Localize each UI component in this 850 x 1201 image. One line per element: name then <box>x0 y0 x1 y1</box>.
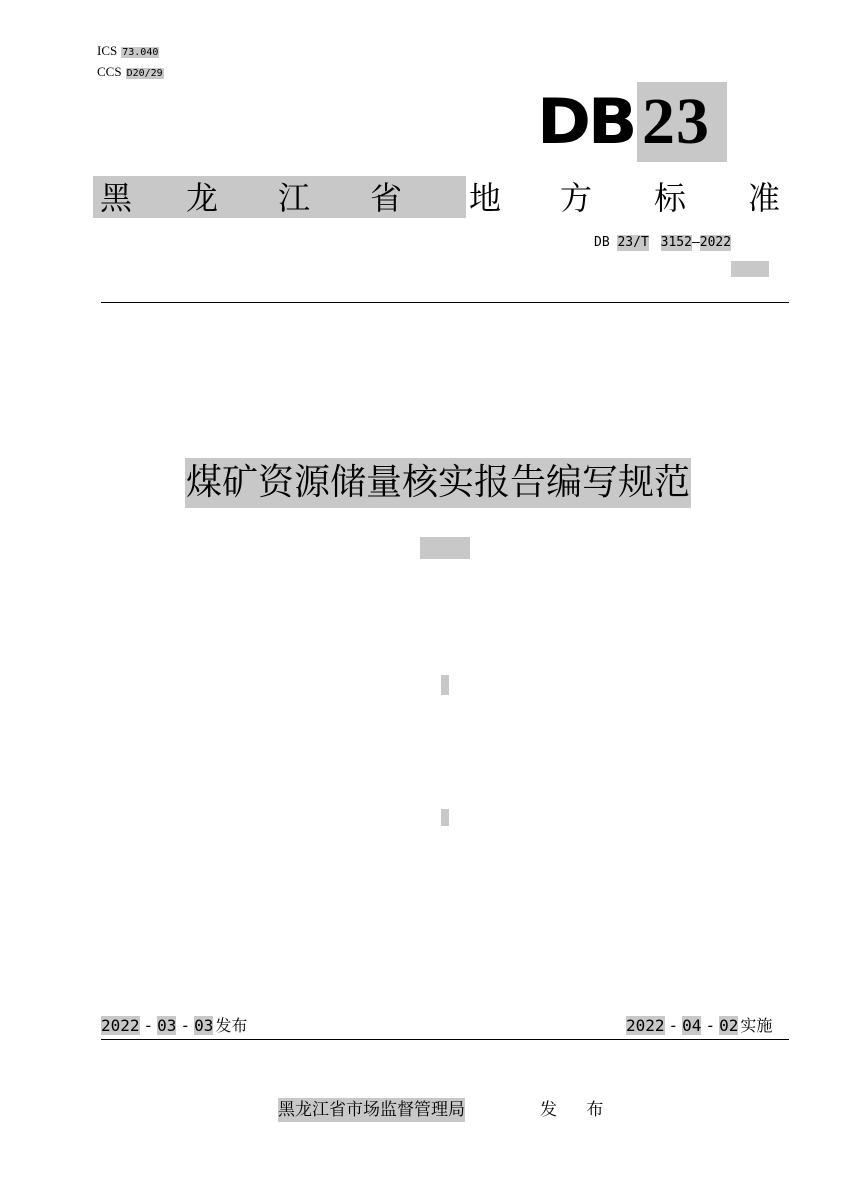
implement-month: 04 <box>682 1016 702 1035</box>
english-title-placeholder <box>420 537 470 559</box>
ics-code <box>97 43 159 60</box>
standard-number-value: 3152 <box>660 235 692 250</box>
ics-value: 73.040 <box>122 47 159 58</box>
implement-date <box>626 1016 772 1036</box>
logo-db: DB <box>537 85 635 158</box>
issue-day: 03 <box>194 1016 214 1035</box>
banner-char: 龙 <box>185 179 218 217</box>
ics-label: ICS <box>97 43 118 58</box>
standard-number-code: 23/T <box>617 235 649 250</box>
ccs-label: CCS <box>97 64 122 79</box>
issue-month: 03 <box>157 1016 177 1035</box>
banner-char: 地 <box>468 179 501 217</box>
replace-info-placeholder <box>731 261 769 277</box>
ccs-code <box>97 64 164 81</box>
issue-year: 2022 <box>101 1016 140 1035</box>
banner-char: 准 <box>747 179 780 217</box>
standard-number-year: 2022 <box>699 235 732 250</box>
publisher-name: 黑龙江省市场监督管理局 <box>278 1100 465 1120</box>
banner-char: 标 <box>653 179 686 217</box>
date-dash: - <box>143 1016 154 1035</box>
standard-number-prefix: DB <box>594 235 610 250</box>
implement-label: 实施 <box>740 1016 773 1035</box>
publish-label: 发 布 <box>540 1100 616 1120</box>
implement-year: 2022 <box>626 1016 665 1035</box>
banner-char: 黑 <box>99 179 132 217</box>
top-divider <box>101 302 789 303</box>
issue-date <box>101 1016 247 1036</box>
date-dash: - <box>705 1016 716 1035</box>
implement-day: 02 <box>719 1016 739 1035</box>
bottom-divider <box>101 1039 789 1040</box>
ccs-value: D20/29 <box>126 68 163 79</box>
issue-label: 发布 <box>215 1016 248 1035</box>
date-dash: - <box>668 1016 679 1035</box>
document-title: 煤矿资源储量核实报告编写规范 <box>185 458 691 508</box>
logo-number: 23 <box>642 85 710 158</box>
draft-info-placeholder <box>441 675 449 695</box>
draft-status-placeholder <box>441 809 449 826</box>
banner-char: 江 <box>277 179 310 217</box>
standard-number <box>594 235 731 251</box>
date-dash: - <box>180 1016 191 1035</box>
banner-char: 省 <box>369 179 402 217</box>
standard-number-sep: — <box>691 235 700 250</box>
banner-char: 方 <box>559 179 592 217</box>
